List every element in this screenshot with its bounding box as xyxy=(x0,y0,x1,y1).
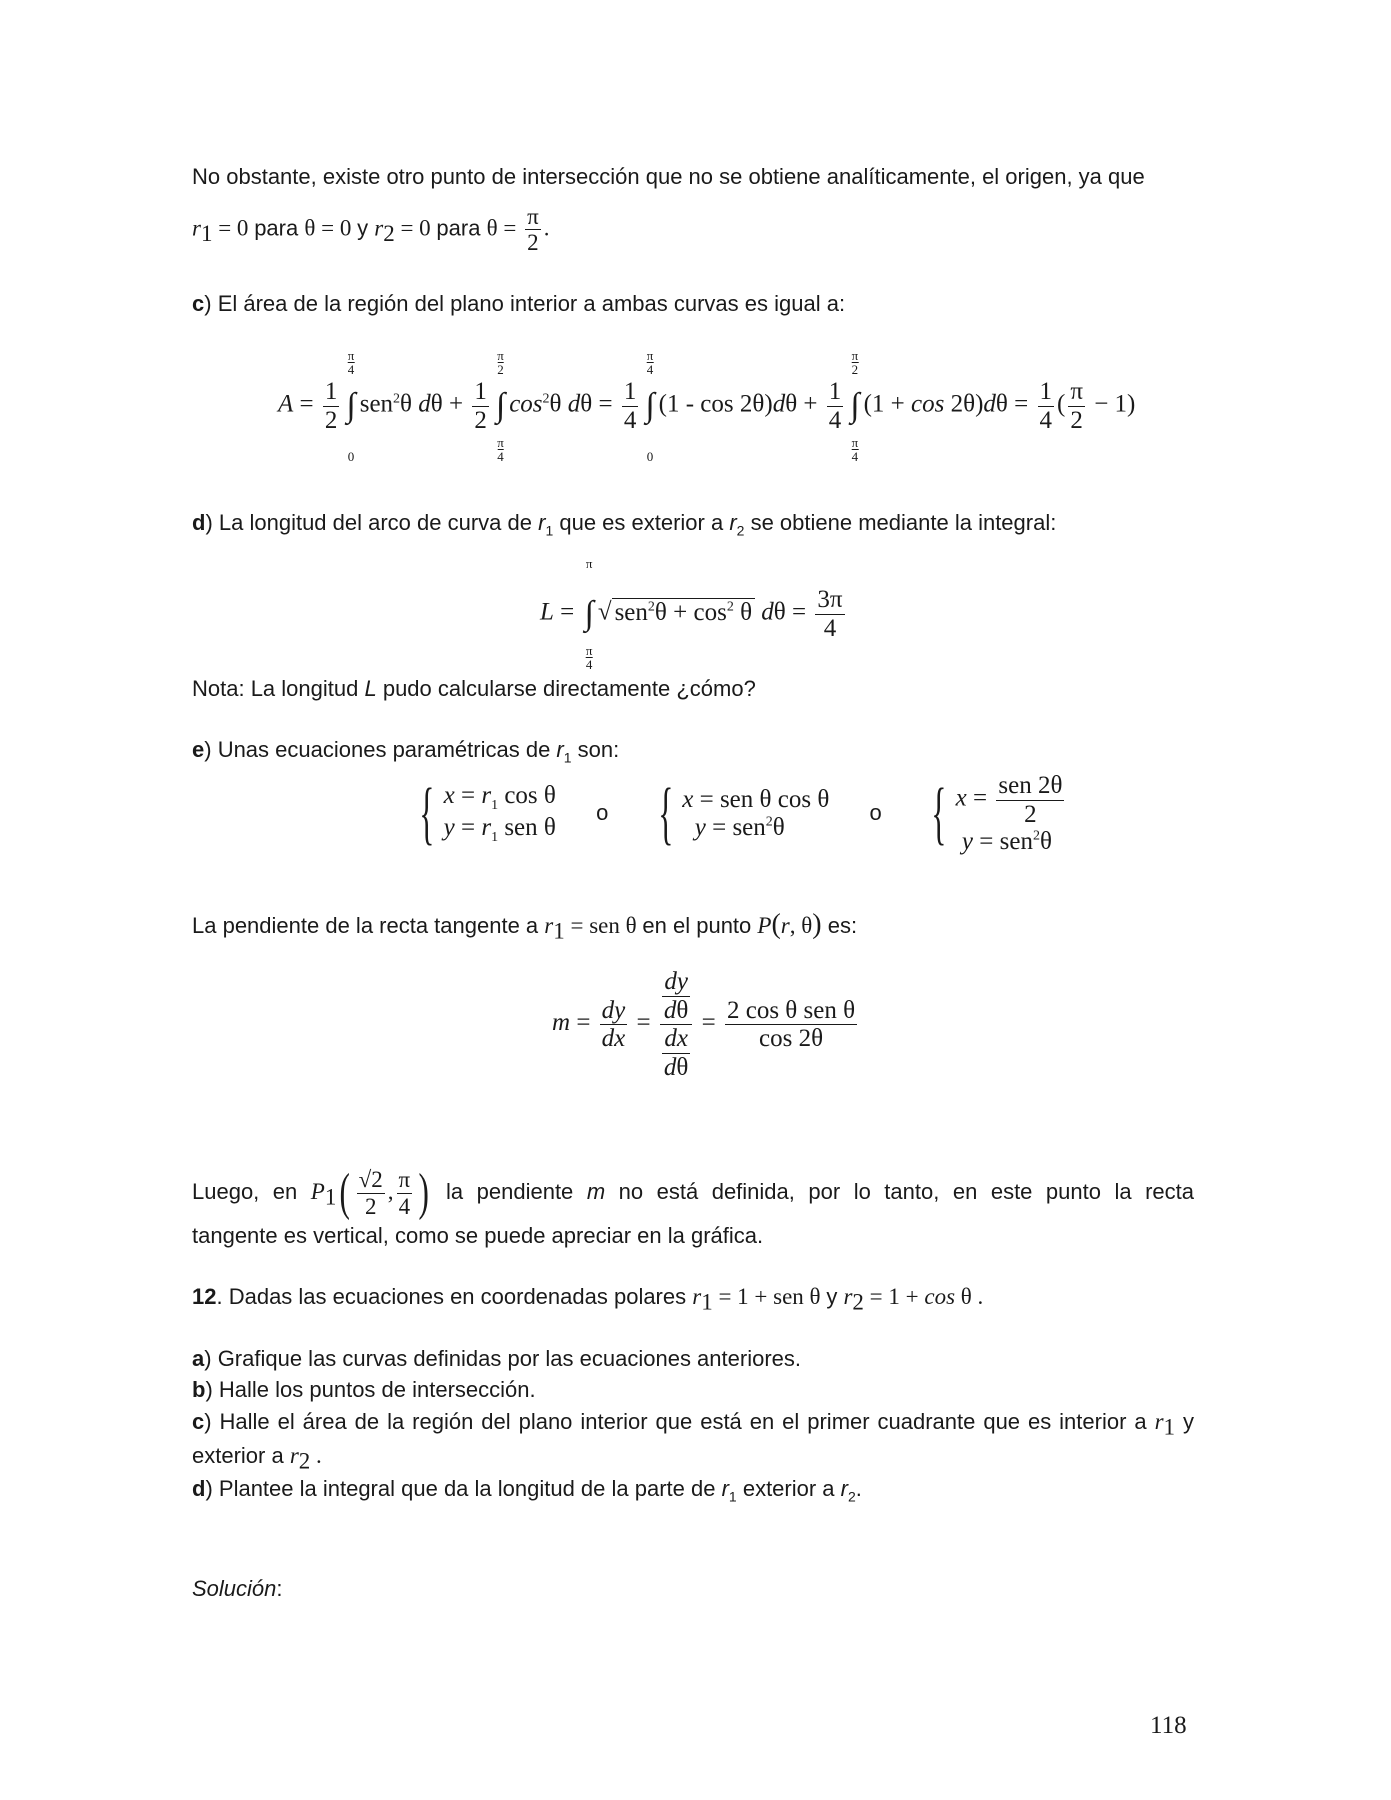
problem-12-item-c: c) Halle el área de la región del plano interior que está en el primer cuadrante que es interior a $r_1$ y xyxy=(192,1409,1194,1440)
word-y: y xyxy=(357,215,369,241)
problem-12-statement: 12. Dadas las ecuaciones en coordenadas polares $r_1 = 1$ + sen θ y $r_2 = 1 + \cos \theta$ . xyxy=(192,1284,984,1315)
word-para-2: para xyxy=(436,215,481,241)
area-equation: A = $\frac{1}{2}$ ∫ $\frac{\pi}{4}$ 0 sen$^2$θ dθ + $\frac{1}{2}$ ∫ $\frac{\pi}{2}$ $\frac{\pi}{4}$ $\cos^2\theta$ dθ = $\frac{1}{4}$ ∫ $\frac{\pi}{4}$ 0 (1 - cos 2θ)dθ + $\frac{1}{4}$ ∫ $\frac{\pi}{2}$ $\frac{\pi}{4}$ (1 + cos 2θ)dθ = $\frac{1}{4}$ ( $\frac{\pi}{2}$ − 1) xyxy=(278,348,1136,464)
luego-text-c: no está definida, por lo tanto, en este punto la recta xyxy=(618,1179,1194,1205)
part-c-sentence: ) El área de la región del plano interior a ambas curvas es igual a: xyxy=(204,291,846,316)
problem-12-text: . Dadas las ecuaciones en coordenadas polares xyxy=(216,1284,687,1309)
note-text-a: Nota: La longitud xyxy=(192,676,365,701)
part-c-text xyxy=(192,291,845,317)
slope-text-b: en el punto xyxy=(642,913,752,938)
or-word-1: o xyxy=(596,799,609,825)
part-e-text-a: ) Unas ecuaciones paramétricas de xyxy=(204,737,557,762)
luego-line-1: Luego, en $P_1$( $\frac{√2}{2}$ , $\frac{\pi}{4}$ ) la pendiente m no está definida, por lo tanto, en este punto la recta xyxy=(192,1164,1194,1221)
luego-var: m xyxy=(586,1179,606,1205)
part-e-label: e xyxy=(192,737,205,762)
part-d-text-a: ) La longitud del arco de curva de xyxy=(205,510,539,535)
item-a-text: ) Grafique las curvas definidas por las ecuaciones anteriores. xyxy=(204,1346,801,1371)
slope-text-c: es: xyxy=(827,913,858,938)
note-line xyxy=(192,676,756,702)
intro-line-2: $r_1 = 0$ para θ = 0 y $r_2 = 0$ para θ = $\frac{\pi}{2}$ . xyxy=(192,204,550,256)
item-c-y: y xyxy=(1182,1409,1194,1434)
item-b-label: b xyxy=(192,1377,206,1402)
word-para: para xyxy=(254,215,299,241)
problem-12-item-a xyxy=(192,1346,801,1372)
note-text-b: pudo calcularse directamente ¿cómo? xyxy=(376,676,756,701)
part-d-label: d xyxy=(192,510,206,535)
item-a-label: a xyxy=(192,1346,205,1371)
solution-label: Solución xyxy=(192,1576,277,1601)
part-d-text-b: que es exterior a xyxy=(553,510,730,535)
item-c-text: ) Halle el área de la región del plano interior que está en el primer cuadrante que es interior a xyxy=(204,1409,1147,1434)
solution-colon: : xyxy=(276,1576,283,1601)
item-b-text: ) Halle los puntos de intersección. xyxy=(205,1377,536,1402)
solution-heading xyxy=(192,1576,283,1602)
problem-12-item-b xyxy=(192,1377,536,1403)
problem-12-item-d: d) Plantee la integral que da la longitud de la parte de $r_1$ exterior a $r_2$. xyxy=(192,1476,862,1505)
part-e-text-b: son: xyxy=(571,737,620,762)
or-word-2: o xyxy=(869,799,882,825)
part-d-text: d) La longitud del arco de curva de $r_1$ que es exterior a $r_2$ se obtiene mediante la integral: xyxy=(192,510,1057,539)
luego-text-b: la pendiente xyxy=(446,1179,574,1205)
page-number: 118 xyxy=(1150,1712,1187,1739)
item-d-text-b: exterior a xyxy=(736,1476,841,1501)
problem-12-item-c-cont: exterior a $r_2$ . xyxy=(192,1443,322,1474)
part-c-label: c xyxy=(192,291,205,316)
intro-line-1: No obstante, existe otro punto de intersección que no se obtiene analíticamente, el origen, ya que xyxy=(192,164,1145,189)
part-e-text: e) Unas ecuaciones paramétricas de $r_1$ son: xyxy=(192,737,620,766)
length-equation: L = ∫ π $\frac{\pi}{4}$ √ $sen^2\theta + \cos^2 \theta$ dθ = $\frac{3\pi}{4}$ xyxy=(540,556,843,672)
part-d-text-c: se obtiene mediante la integral: xyxy=(744,510,1057,535)
slope-line: La pendiente de la recta tangente a $r_1$ = sen θ en el punto P(r, θ) es: xyxy=(192,909,858,944)
item-d-label: d xyxy=(192,1476,206,1501)
parametric-equations: { $x = r_1$ cos θ $y = r_1$ sen θ o { x = sen θ cos θ y = sen$^2$θ o { x = $\frac{\text{sen 2θ}}{2}$ y = sen$^2$θ xyxy=(419,772,1063,855)
slope-equation: m = $\frac{dy}{dx}$ = $\frac{\frac{dy}{d\theta}}{\frac{dx}{d\theta}}$ = $\frac{\text{2 cos θ sen θ}}{\cos 2\theta}$ xyxy=(552,968,856,1081)
problem-12-y: y xyxy=(826,1284,838,1309)
slope-text-a: La pendiente de la recta tangente a xyxy=(192,913,539,938)
note-var: L xyxy=(364,676,377,701)
item-c-label: c xyxy=(192,1409,205,1434)
item-d-text-a: ) Plantee la integral que da la longitud de la parte de xyxy=(205,1476,722,1501)
luego-line-2: tangente es vertical, como se puede apreciar en la gráfica. xyxy=(192,1223,764,1248)
luego-text-a: Luego, en xyxy=(192,1179,298,1205)
item-c-exterior: exterior a xyxy=(192,1443,284,1468)
problem-number: 12 xyxy=(192,1284,217,1309)
